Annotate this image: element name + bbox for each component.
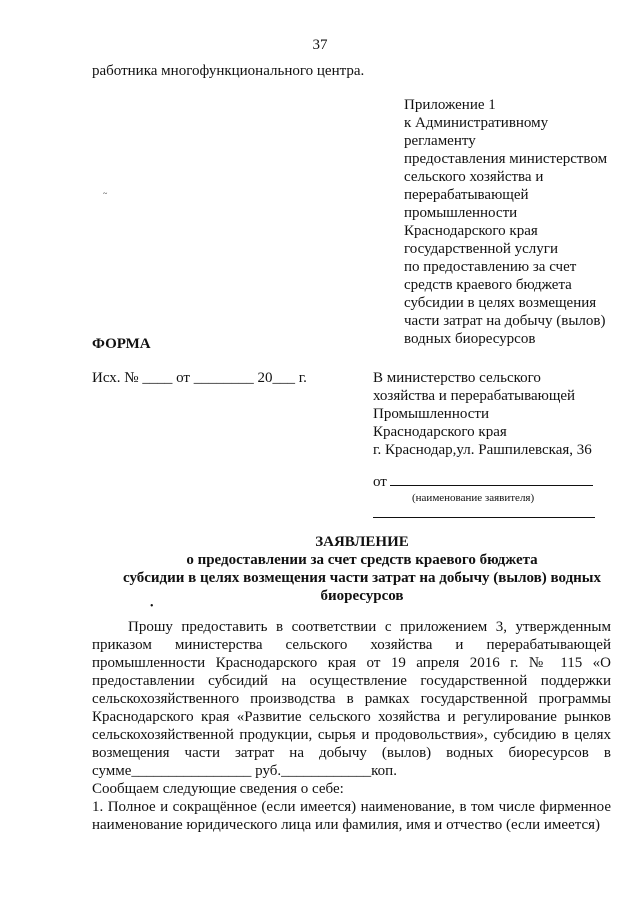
appendix-line: части затрат на добычу (вылов) <box>404 313 606 329</box>
appendix-line: средств краевого бюджета <box>404 277 572 293</box>
statement-title <box>92 533 632 605</box>
page-number: 37 <box>312 37 328 53</box>
item-1: 1. Полное и сокращённое (если имеется) наименование, в том числе фирменное наименование юридического лица или фамилия, имя и отчество (если имеется) <box>92 799 611 833</box>
addressee-line: В министерство сельского <box>373 370 541 386</box>
addressee-line: Промышленности <box>373 406 489 422</box>
appendix-line: водных биоресурсов <box>404 331 536 347</box>
addressee-line: г. Краснодар,ул. Рашпилевская, 36 <box>373 442 592 458</box>
statement-subtitle-line: субсидии в целях возмещения части затрат на добычу (вылов) водных <box>122 570 602 586</box>
appendix-line: перерабатывающей <box>404 187 529 203</box>
form-label: ФОРМА <box>92 336 151 352</box>
stray-dot-mark: • <box>150 601 154 612</box>
request-paragraph: Прошу предоставить в соответствии с приложением 3, утвержденным приказом министерства сельского хозяйства и перерабатывающей промышленности Краснодарского края от 19 апреля 2016 г. № 115 «О предоставлении субсидий на осуществление государственной поддержки сельскохозяйственного производства в рамках государственной программы Краснодарского края «Развитие сельского хозяйства и регулирование рынков сельскохозяйственной продукции, сырья и продовольствия», субсидию в целях возмещения части затрат на добычу (вылов) водных биоресурсов в сумме________________ руб.____________коп. <box>92 619 611 779</box>
appendix-header <box>404 96 624 348</box>
appendix-line: предоставления министерством <box>404 151 608 167</box>
statement-subtitle-line: о предоставлении за счет средств краевого бюджета <box>186 552 538 568</box>
stray-scan-mark: ~ <box>103 189 108 198</box>
appendix-line: сельского хозяйства и <box>404 169 544 185</box>
info-intro-line: Сообщаем следующие сведения о себе: <box>92 781 344 797</box>
statement-subtitle-line: биоресурсов <box>320 588 404 604</box>
appendix-line: по предоставлению за счет <box>404 259 577 275</box>
applicant-underline <box>390 485 593 486</box>
previous-page-continuation: работника многофункционального центра. <box>92 63 365 79</box>
outgoing-number-line: Исх. № ____ от ________ 20___ г. <box>92 370 307 386</box>
applicant-caption: (наименование заявителя) <box>412 492 535 504</box>
addressee-line: хозяйства и перерабатывающей <box>373 388 576 404</box>
appendix-line: Приложение 1 <box>404 97 496 113</box>
from-label: от <box>373 474 387 490</box>
addressee-line: Краснодарского края <box>373 424 507 440</box>
appendix-line: промышленности <box>404 205 518 221</box>
applicant-second-underline <box>373 517 595 518</box>
appendix-line: Краснодарского края <box>404 223 538 239</box>
addressee-block <box>373 369 623 459</box>
appendix-line: к Административному <box>404 115 549 131</box>
appendix-line: субсидии в целях возмещения <box>404 295 597 311</box>
appendix-line: регламенту <box>404 133 476 149</box>
appendix-line: государственной услуги <box>404 241 558 257</box>
statement-heading: ЗАЯВЛЕНИЕ <box>315 534 409 550</box>
statement-body <box>92 618 611 834</box>
